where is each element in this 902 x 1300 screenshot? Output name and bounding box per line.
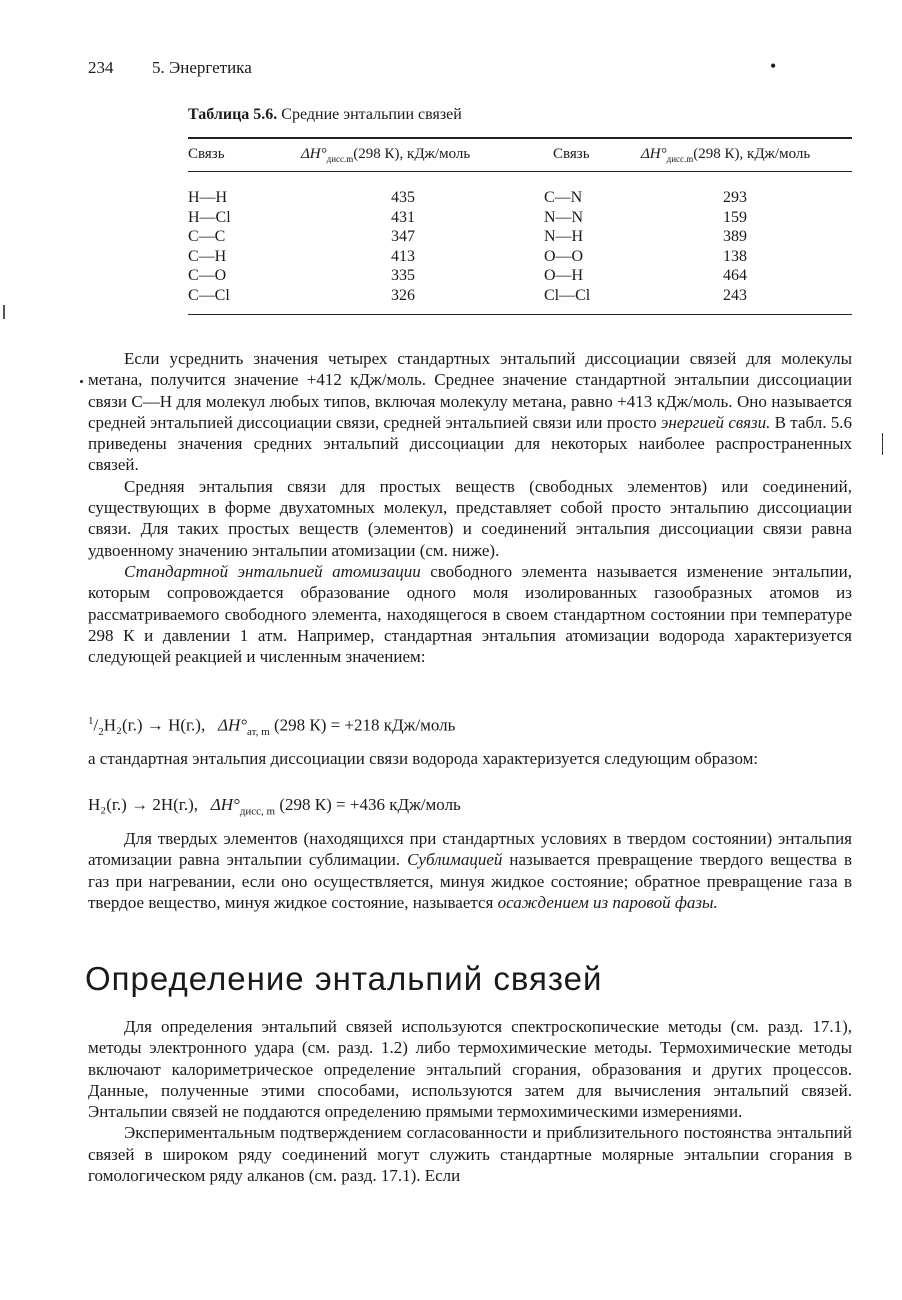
- cell-bond: C—O: [188, 267, 227, 284]
- cell-value: 159: [723, 208, 747, 226]
- header-enthalpy-1: $\Delta H^\circ_{дисс.m}(298$ К), кДж/моль: [301, 146, 471, 164]
- table-row: [188, 228, 852, 248]
- print-mark: •: [770, 56, 777, 76]
- paragraph-sublimation: Для твердых элементов (находящихся при стандартных условиях в твердом состоянии) энтальпия атомизации равна энтальпии сублимации. Сублимацией называется превращение твердого вещества в газ при нагревании, если оно осуществляется, минуя жидкое состояние; обратное превращение газа в твердое вещество, минуя жидкое состояние, называется осаждением из паровой фазы.: [88, 829, 852, 912]
- cell-value: 326: [391, 286, 415, 304]
- table-row: [188, 209, 852, 229]
- text-block-1: [88, 348, 852, 667]
- cell-value: 464: [723, 267, 747, 284]
- cell-value: 435: [391, 189, 415, 206]
- cell-value: 413: [391, 247, 415, 265]
- cell-bond: C—N: [544, 189, 583, 206]
- paragraph-methods: Для определения энтальпий связей используются спектроскопические методы (см. разд. 17.1), методы электронного удара (см. разд. 1.2) либо термохимические методы. Термохимические методы включают калориметрическое определение энтальпий сгорания, образования и других процессов. Данные, полученные этими способами, используются затем для вычисления энтальпий связей. Энтальпии связей не поддаются определению прямыми термохимическими измерениями.: [88, 1017, 852, 1122]
- text-block-4: [88, 1016, 852, 1186]
- text-block-2: [88, 748, 852, 769]
- scan-mark: [3, 305, 5, 319]
- formula-dissociation: H₂(г.) → 2H(г.), $\Delta H^\circ_{дисс, m}$ (298 К) = +436 кДж/моль: [88, 795, 461, 818]
- paragraph-dissociation-intro: а стандартная энтальпия диссоциации связи водорода характеризуется следующим образом:: [88, 749, 759, 768]
- header-bond-1: Связь: [188, 146, 225, 162]
- cell-value: 431: [391, 208, 415, 226]
- table-top-rule: [188, 137, 852, 139]
- formula-atomization: $^1/_2H_2(г.) \to H(г.)$, $\Delta H^\circ_{ат, m}$ (298 К) = +218 кДж/моль: [88, 715, 456, 739]
- paragraph-atomization: Стандартной энтальпией атомизации свободного элемента называется изменение энтальпии, которым сопровождается образование одного моля изолированных газообразных атомов из рассматриваемого свободного элемента, находящегося в своем стандартном состоянии при температуре 298 К и давлении 1 атм. Например, стандартная энтальпия атомизации водорода характеризуется следующей реакцией и численным значением:: [88, 561, 852, 667]
- table-row: [188, 267, 852, 287]
- table-caption: [188, 106, 462, 124]
- cell-bond: C—C: [188, 228, 226, 245]
- margin-dot: [80, 380, 83, 383]
- cell-bond: H—Cl: [188, 208, 231, 226]
- paragraph-confirmation: Экспериментальным подтверждением согласованности и приблизительного постоянства энтальпий связей в широком ряду соединений могут служить стандартные молярные энтальпии сгорания в гомологическом ряду алканов (см. разд. 17.1). Если: [88, 1123, 852, 1186]
- cell-value: 293: [723, 189, 747, 206]
- running-head: [88, 58, 252, 78]
- table-header: [188, 146, 852, 168]
- chapter-title: 5. Энергетика: [152, 58, 252, 77]
- table-bottom-rule: [188, 314, 852, 315]
- cell-bond: H—H: [188, 189, 228, 206]
- cell-value: 347: [391, 228, 415, 245]
- section-heading: Определение энтальпий связей: [85, 960, 603, 997]
- paragraph-diatomic: Средняя энтальпия связи для простых веществ (свободных элементов) или соединений, существующих в форме двухатомных молекул, представляет собой просто энтальпию диссоциации связи. Для таких простых веществ (элементов) и соединений энтальпия диссоциации связи равна удвоенному значению энтальпии атомизации (см. ниже).: [88, 476, 852, 560]
- cell-bond: O—H: [544, 267, 584, 284]
- table-caption-label: Таблица 5.6.: [188, 106, 278, 123]
- paragraph-bond-energy: Если усреднить значения четырех стандартных энтальпий диссоциации связей для молекулы метана, получится значение +412 кДж/моль. Среднее значение стандартной энтальпии диссоциации связи С—Н для молекул любых типов, включая молекулу метана, равно +413 кДж/моль. Оно называется средней энтальпией диссоциации связи, средней энтальпией связи или просто энергией связи. В табл. 5.6 приведены значения средних энтальпий диссоциации для некоторых наиболее распространенных связей.: [88, 349, 853, 475]
- cell-bond: N—N: [544, 208, 584, 226]
- text-block-3: [88, 828, 852, 913]
- header-bond-2: Связь: [553, 146, 590, 162]
- table-body: [188, 189, 852, 306]
- page-number: 234: [88, 58, 114, 77]
- cell-bond: Cl—Cl: [544, 286, 591, 304]
- table-header-rule: [188, 171, 852, 172]
- cell-value: 335: [391, 267, 415, 284]
- cell-bond: C—Cl: [188, 286, 230, 304]
- header-enthalpy-2: $\Delta H^\circ_{дисс.m}(298$ К), кДж/моль: [641, 146, 811, 164]
- table-caption-text: Средние энтальпии связей: [281, 106, 462, 123]
- table-row: [188, 189, 852, 209]
- cell-value: 138: [723, 247, 747, 265]
- cell-bond: C—H: [188, 247, 227, 265]
- cell-bond: N—H: [544, 228, 584, 245]
- cell-value: 389: [723, 228, 747, 245]
- table-row: [188, 287, 852, 307]
- cell-bond: O—O: [544, 247, 584, 265]
- margin-change-bar: [882, 433, 883, 455]
- table-row: [188, 248, 852, 268]
- cell-value: 243: [723, 286, 747, 304]
